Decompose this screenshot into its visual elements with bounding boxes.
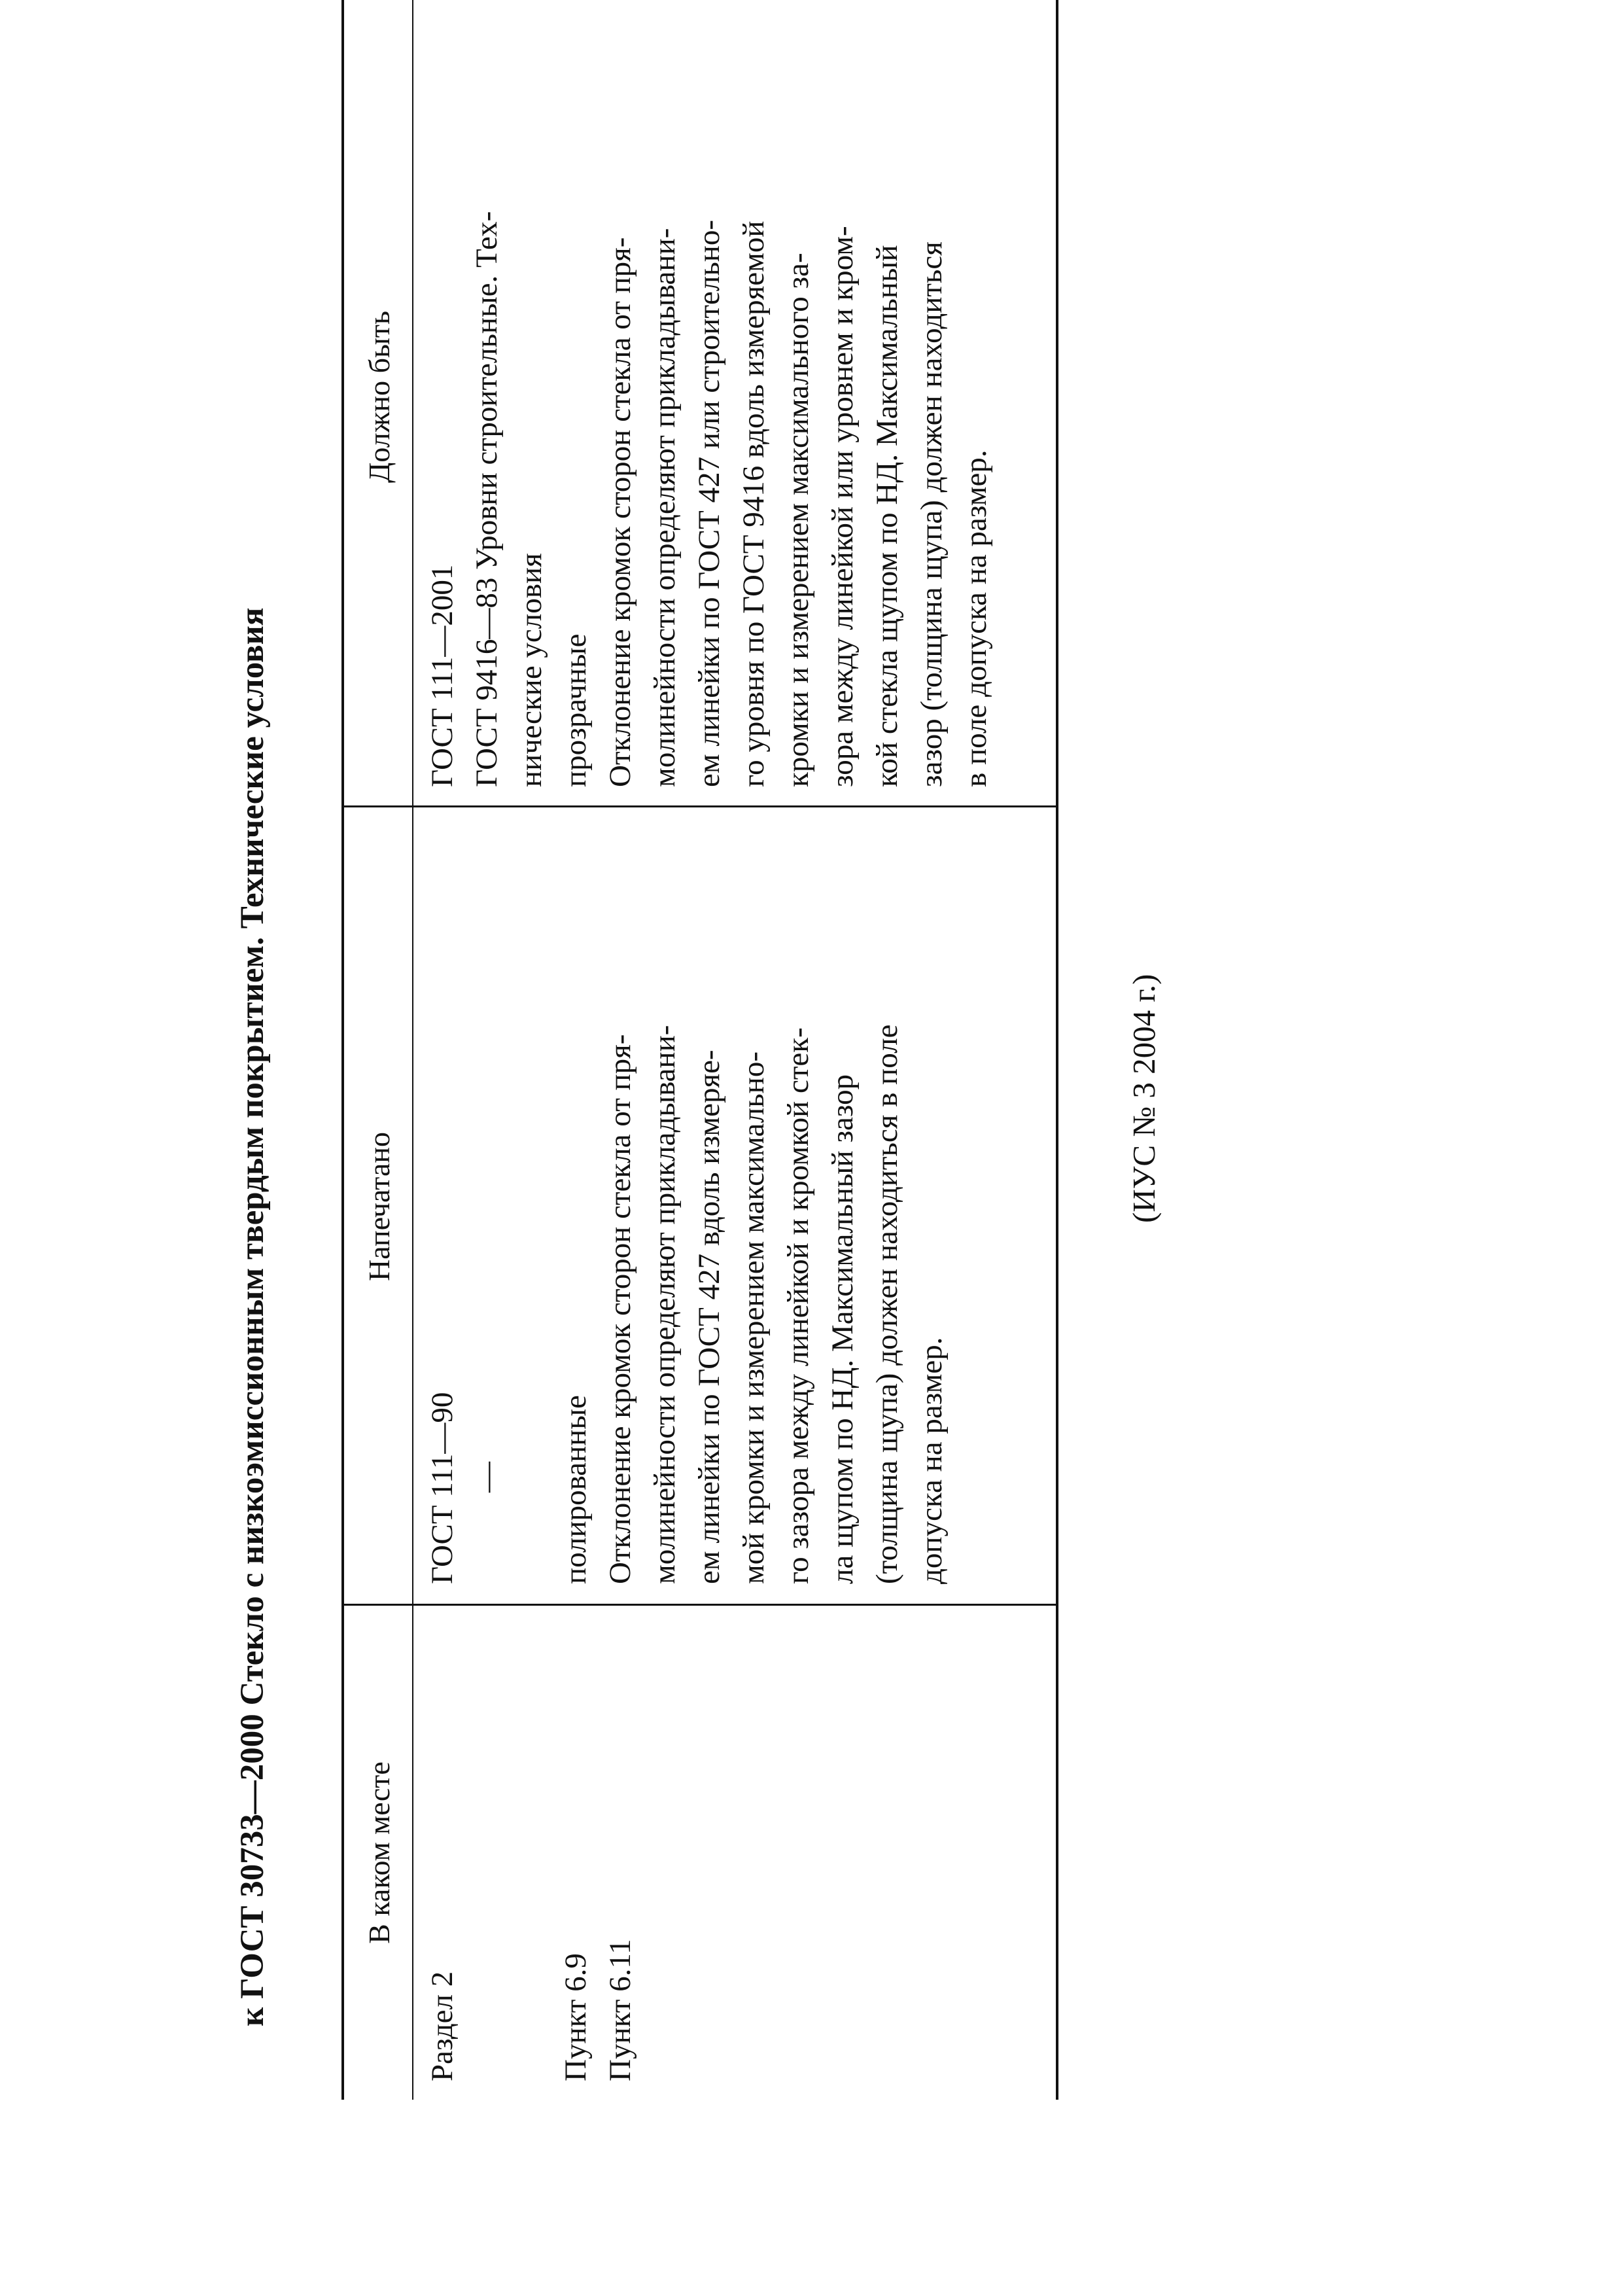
table-top-rule [341, 0, 344, 2100]
table-bottom-rule [1056, 0, 1058, 2100]
should-be-line: ем линейки по ГОСТ 427 или строительно- [692, 219, 726, 787]
printed-line: ГОСТ 111—90 [425, 1392, 459, 1584]
header-where: В каком месте [362, 1761, 396, 1944]
printed-line: Отклонение кромок сторон стекла от пря- [603, 1034, 637, 1584]
where-cell: Раздел 2 [425, 1971, 459, 2081]
printed-line: ем линейки по ГОСТ 427 вдоль измеряе- [692, 1050, 726, 1584]
printed-line: (толщина щупа) должен находиться в поле [870, 1024, 904, 1584]
column-separator [343, 1604, 1057, 1606]
should-be-line: зора между линейкой или уровнем и кром- [826, 226, 860, 787]
column-printed [420, 825, 954, 1584]
printed-line: полированные [559, 1395, 593, 1584]
should-be-line: нические условия [514, 553, 548, 787]
where-cell: Пункт 6.9 [559, 1953, 593, 2081]
should-be-line: Отклонение кромок сторон стекла от пря- [603, 237, 637, 787]
ius-reference: (ИУС № 3 2004 г.) [1126, 974, 1162, 1223]
column-where [420, 1623, 642, 2081]
printed-line: ла щупом по НД. Максимальный зазор [826, 1074, 860, 1584]
should-be-line: кой стекла щупом по НД. Максимальный [870, 245, 904, 787]
should-be-line: прозрачные [559, 633, 593, 787]
should-be-line: зазор (толщина щупа) должен находиться [915, 241, 949, 787]
header-should-be: Должно быть [362, 310, 396, 484]
printed-line: мой кромки и измерением максимально- [737, 1051, 771, 1584]
printed-line: допуска на размер. [915, 1337, 949, 1584]
should-be-line: в поле допуска на размер. [959, 450, 993, 787]
column-separator [343, 805, 1057, 807]
should-be-line: ГОСТ 111—2001 [425, 564, 459, 787]
should-be-line: го уровня по ГОСТ 9416 вдоль измеряемой [737, 221, 771, 787]
document-title: к ГОСТ 30733—2000 Стекло с низкоэмиссионным твердым покрытием. Технические условия [234, 607, 271, 2026]
should-be-line: кромки и измерением максимального за- [781, 253, 815, 787]
should-be-line: ГОСТ 9416—83 Уровни строительные. Тех- [470, 211, 504, 787]
printed-line: молинейности определяют прикладывани- [648, 1025, 682, 1584]
header-printed: Напечатано [362, 1132, 396, 1281]
printed-line: го зазора между линейкой и кромкой стек- [781, 1027, 815, 1584]
printed-line: — [470, 1462, 504, 1492]
should-be-line: молинейности определяют прикладывани- [648, 228, 682, 787]
where-cell: Пункт 6.11 [603, 1939, 637, 2081]
table-header-rule [412, 0, 413, 2100]
column-should-be [420, 9, 998, 787]
